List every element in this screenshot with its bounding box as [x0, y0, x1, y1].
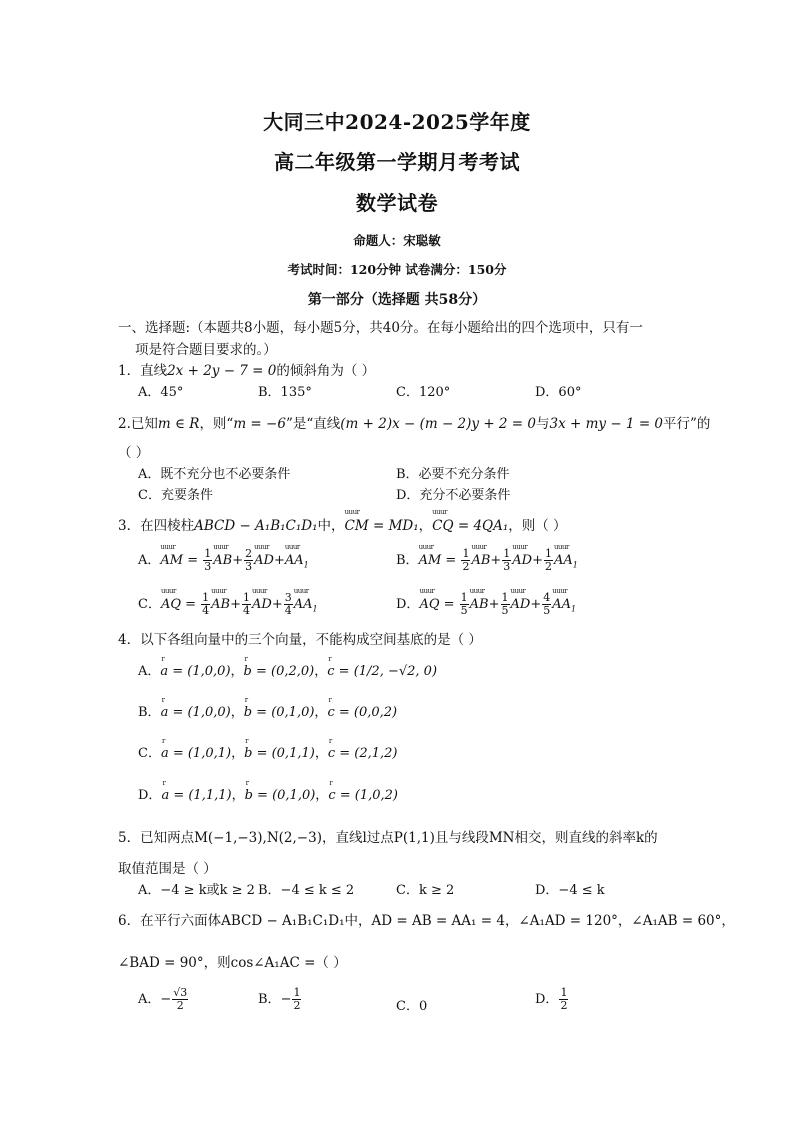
subject-title: 数学试卷	[356, 191, 438, 215]
question-6-stem-1: 6．在平行六面体ABCD − A₁B₁C₁D₁中，AD = AB = AA₁ = 4，∠A₁AD = 120°，∠A₁AB = 60°，	[118, 913, 735, 929]
q2-option-c: C．充要条件	[138, 488, 213, 503]
q3-solid: ABCD − A₁B₁C₁D₁	[194, 518, 318, 534]
q5-option-c: C．k ≥ 2	[396, 883, 455, 898]
q4-c-label: C．	[138, 746, 161, 761]
question-4-stem: 4．以下各组向量中的三个向量，不能构成空间基底的是（ ）	[118, 632, 482, 648]
q3-condition-1: uuur CM = MD₁	[345, 518, 419, 534]
q3-stem-mid: 中，	[317, 518, 345, 534]
q4-d-vector-b: r b = (0,1,0)	[245, 788, 316, 803]
question-3-stem: 3．在四棱柱ABCD − A₁B₁C₁D₁中，uuur CM = MD₁，uuur CQ = 4QA₁，则（ ）	[118, 514, 567, 534]
question-1-stem	[118, 359, 375, 379]
q3-option-c-label: C．	[138, 597, 161, 612]
q3-condition-2: uuur CQ = 4QA₁	[432, 518, 508, 534]
q3-option-c: C．uuur AQ = $\frac{1}{4}$ uuur AB+ $\frac{1}{4}$ uuur AD+ $\frac{3}{4}$ uuur $AA_1$	[138, 592, 318, 617]
q5-option-b: B．−4 ≤ k ≤ 2	[258, 883, 355, 898]
q4-a-vector-a: r a = (1,0,0)	[160, 664, 230, 679]
q4-option-b: B．r a = (1,0,0)，r b = (0,1,0)，r c = (0,0,2)	[138, 701, 397, 720]
question-5-stem-2: 取值范围是（ ）	[118, 861, 217, 877]
q1-option-d: D．60°	[535, 385, 582, 400]
q5-option-d: D．−4 ≤ k	[535, 883, 605, 898]
q4-d-vector-a: r a = (1,1,1)	[161, 788, 231, 803]
q6-option-d: D． $\frac{1}{2}$	[535, 986, 568, 1012]
q2-stem-mid: ，则“	[199, 416, 234, 432]
question-2-stem	[118, 412, 710, 432]
q3-stem-pre: 3．在四棱柱	[118, 518, 195, 534]
q3-option-b: B．uuur AM = $\frac{1}{2}$ uuur AB+ $\frac{1}{3}$ uuur AD+ $\frac{1}{2}$ uuur $AA_1$	[396, 548, 578, 573]
q2-line-1: (m + 2)x − (m − 2)y + 2 = 0	[340, 416, 537, 432]
q2-option-b: B．必要不充分条件	[396, 467, 510, 482]
q3-option-b-label: B．	[396, 553, 419, 568]
q6-option-b-label: B．	[258, 992, 281, 1007]
q6-option-a-label: A．	[138, 992, 161, 1007]
q4-b-vector-a: r a = (1,0,0)	[161, 705, 231, 720]
q3-option-d-label: D．	[396, 597, 420, 612]
q4-d-label: D．	[138, 788, 162, 803]
q1-option-c: C．120°	[396, 385, 451, 400]
q3-stem-post: ，则（ ）	[508, 518, 567, 534]
section-intro-2: 项是符合题目要求的。）	[135, 342, 277, 358]
q1-option-b: B．135°	[258, 385, 312, 400]
q1-stem-post: 的倾斜角为（ ）	[276, 363, 376, 379]
q4-b-label: B．	[138, 705, 161, 720]
q4-d-vector-c: r c = (1,0,2)	[328, 788, 398, 803]
q2-stem-pre: 2.已知	[118, 416, 158, 432]
q4-option-c: C．r a = (1,0,1)，r b = (0,1,1)，r c = (2,1,2)	[138, 742, 398, 761]
question-6-stem-2: ∠BAD = 90°，则cos∠A₁AC =（ ）	[118, 955, 347, 971]
q4-c-vector-b: r b = (0,1,1)	[244, 746, 315, 761]
q1-stem-pre: 1．直线	[118, 363, 168, 379]
q6-option-c: C．0	[396, 999, 428, 1014]
q2-m-value: m = −6	[233, 416, 286, 432]
q3-option-d: D．uuur AQ = $\frac{1}{5}$ uuur AB+ $\frac{1}{5}$ uuur AD+ $\frac{4}{5}$ uuur $AA_1$	[396, 592, 576, 617]
question-5-stem-1: 5．已知两点M(−1,−3),N(2,−3)，直线l过点P(1,1)且与线段MN相交，则直线的斜率k的	[118, 830, 658, 846]
q5-option-a: A．−4 ≥ k或k ≥ 2	[138, 883, 255, 898]
q2-option-d: D．充分不必要条件	[396, 488, 511, 503]
q2-with: 与	[536, 416, 550, 432]
q1-option-a: A．45°	[138, 385, 184, 400]
school-title: 大同三中2024-2025学年度	[263, 110, 531, 134]
q4-option-a: A．r a = (1,0,0)，r b = (0,2,0)，r c = (1/2, −√2, 0)	[138, 660, 437, 679]
q6-option-d-label: D．	[535, 992, 559, 1007]
q4-c-vector-c: r c = (2,1,2)	[328, 746, 398, 761]
q4-b-vector-b: r b = (0,1,0)	[244, 705, 315, 720]
q4-a-vector-b: r b = (0,2,0)	[244, 664, 315, 679]
q2-stem-mid2: ”是“直线	[285, 416, 341, 432]
q3-option-a: A．uuur AM = $\frac{1}{3}$ uuur AB+ $\frac{2}{3}$ uuur AD+uuur $AA_1$	[138, 548, 309, 573]
q4-b-vector-c: r c = (0,0,2)	[327, 705, 397, 720]
q4-a-vector-c: r c = (1/2, −√2, 0)	[327, 664, 437, 679]
q2-line-2: 3x + my − 1 = 0	[549, 416, 664, 432]
author-line: 命题人：宋聪敏	[353, 233, 441, 248]
part-heading: 第一部分（选择题 共58分）	[307, 292, 487, 308]
q2-blank: （ ）	[118, 445, 150, 461]
q6-option-b: B．− $\frac{1}{2}$	[258, 986, 301, 1012]
q2-stem-post: 平行”的	[663, 416, 711, 432]
q6-option-a: A．− $\frac{√3}{2}$	[138, 986, 188, 1012]
q2-condition: m ∈ R	[157, 416, 200, 432]
exam-title: 高二年级第一学期月考考试	[274, 150, 520, 174]
q4-c-vector-a: r a = (1,0,1)	[161, 746, 231, 761]
q4-a-label: A．	[138, 664, 161, 679]
q2-option-a: A．既不充分也不必要条件	[138, 467, 291, 482]
section-intro-1: 一、选择题:（本题共8小题，每小题5分，共40分。在每小题给出的四个选项中，只有一	[118, 320, 643, 336]
exam-info: 考试时间：120分钟 试卷满分：150分	[287, 262, 507, 277]
q4-option-d: D．r a = (1,1,1)，r b = (0,1,0)，r c = (1,0,2)	[138, 784, 398, 803]
q1-equation: 2x + 2y − 7 = 0	[167, 363, 277, 379]
q3-option-a-label: A．	[138, 553, 161, 568]
